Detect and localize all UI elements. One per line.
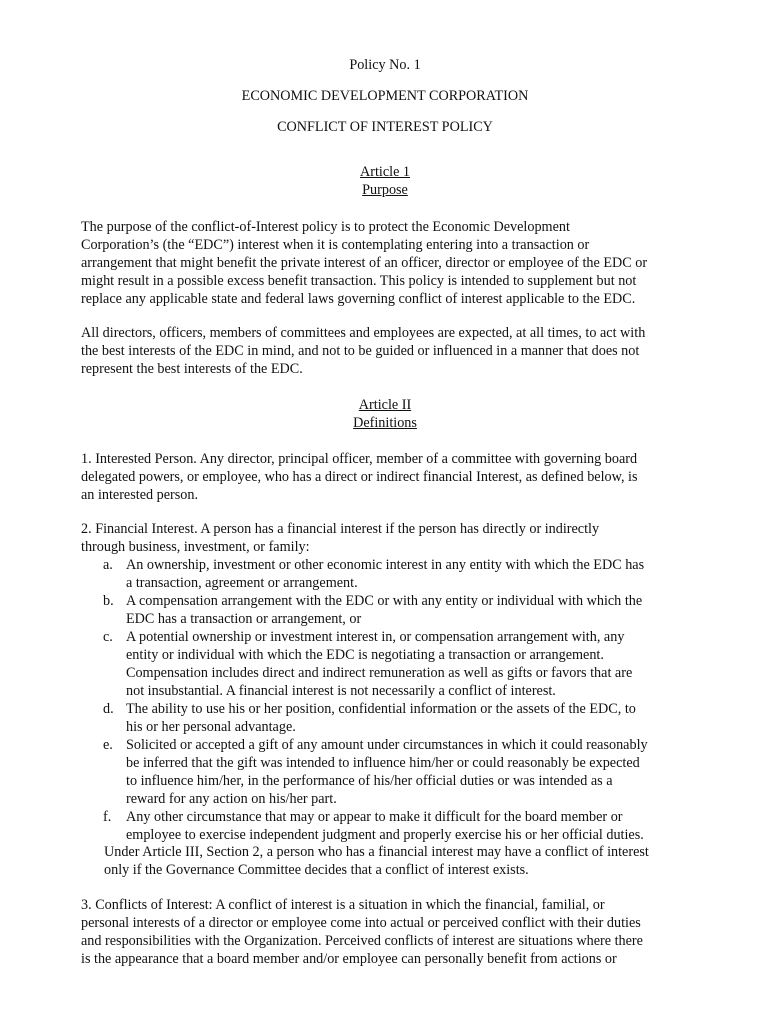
article-2-subheading: Definitions (353, 415, 417, 431)
article-2-heading: Article II (358, 397, 412, 413)
list-item: a. An ownership, investment or other economic interest in any entity with which the EDC has a transaction, agreement or arrangement. (103, 557, 645, 591)
financial-interest-list (81, 556, 691, 844)
article-1-heading: Article 1 (359, 164, 411, 180)
purpose-paragraph: The purpose of the conflict-of-Interest policy is to protect the Economic Development Corporation’s (the “EDC”) interest when it is contemplating entering into a transaction or arrangement that might benefit the private interest of an officer, director or employee of the EDC or might result in a possible excess benefit transaction. This policy is intended to supplement but not replace any applicable state and federal laws governing conflict of interest applicable to the EDC. (81, 219, 648, 307)
policy-number: Policy No. 1 (349, 57, 421, 73)
list-item: c. A potential ownership or investment interest in, or compensation arrangement with, any entity or individual with which the EDC is negotiating a transaction or arrangement. Compensation includes direct and indirect remuneration as well as gifts or favors that are not insubstantial. A financial interest is not necessarily a conflict of interest. (103, 629, 633, 699)
list-item: f. Any other circumstance that may or appear to make it difficult for the board member or employee to exercise independent judgment and properly exercise his or her official duties. (103, 809, 644, 843)
definition-financial-interest-intro: 2. Financial Interest. A person has a financial interest if the person has directly or indirectly through business, investment, or family: (81, 521, 600, 555)
organization-name: ECONOMIC DEVELOPMENT CORPORATION (241, 88, 529, 104)
page-title: CONFLICT OF INTEREST POLICY (277, 119, 493, 135)
definition-conflicts-of-interest: 3. Conflicts of Interest: A conflict of interest is a situation in which the financial, familial, or personal interests of a director or employee come into actual or perceived conflict with their duties and responsibilities with the Organization. Perceived conflicts of interest are situations where there is the appearance that a board member and/or employee can personally benefit from actions or (81, 897, 643, 967)
expectations-paragraph: All directors, officers, members of committees and employees are expected, at all times, to act with the best interests of the EDC in mind, and not to be guided or influenced in a manner that does not represent the best interests of the EDC. (81, 325, 646, 377)
list-item: d. The ability to use his or her position, confidential information or the assets of the EDC, to his or her personal advantage. (103, 701, 636, 735)
governance-note: Under Article III, Section 2, a person who has a financial interest may have a conflict of interest only if the Governance Committee decides that a conflict of interest exists. (104, 844, 649, 878)
list-item: e. Solicited or accepted a gift of any amount under circumstances in which it could reasonably be inferred that the gift was intended to influence him/her or could reasonably be expected to influence him/her, in the performance of his/her official duties or was intended as a reward for any action on his/her part. (103, 737, 648, 807)
definition-interested-person: 1. Interested Person. Any director, principal officer, member of a committee with governing board delegated powers, or employee, who has a direct or indirect financial Interest, as defined below, is an interested person. (81, 451, 638, 503)
article-1-subheading: Purpose (362, 182, 408, 198)
list-item: b. A compensation arrangement with the EDC or with any entity or individual with which the EDC has a transaction or arrangement, or (103, 593, 643, 627)
